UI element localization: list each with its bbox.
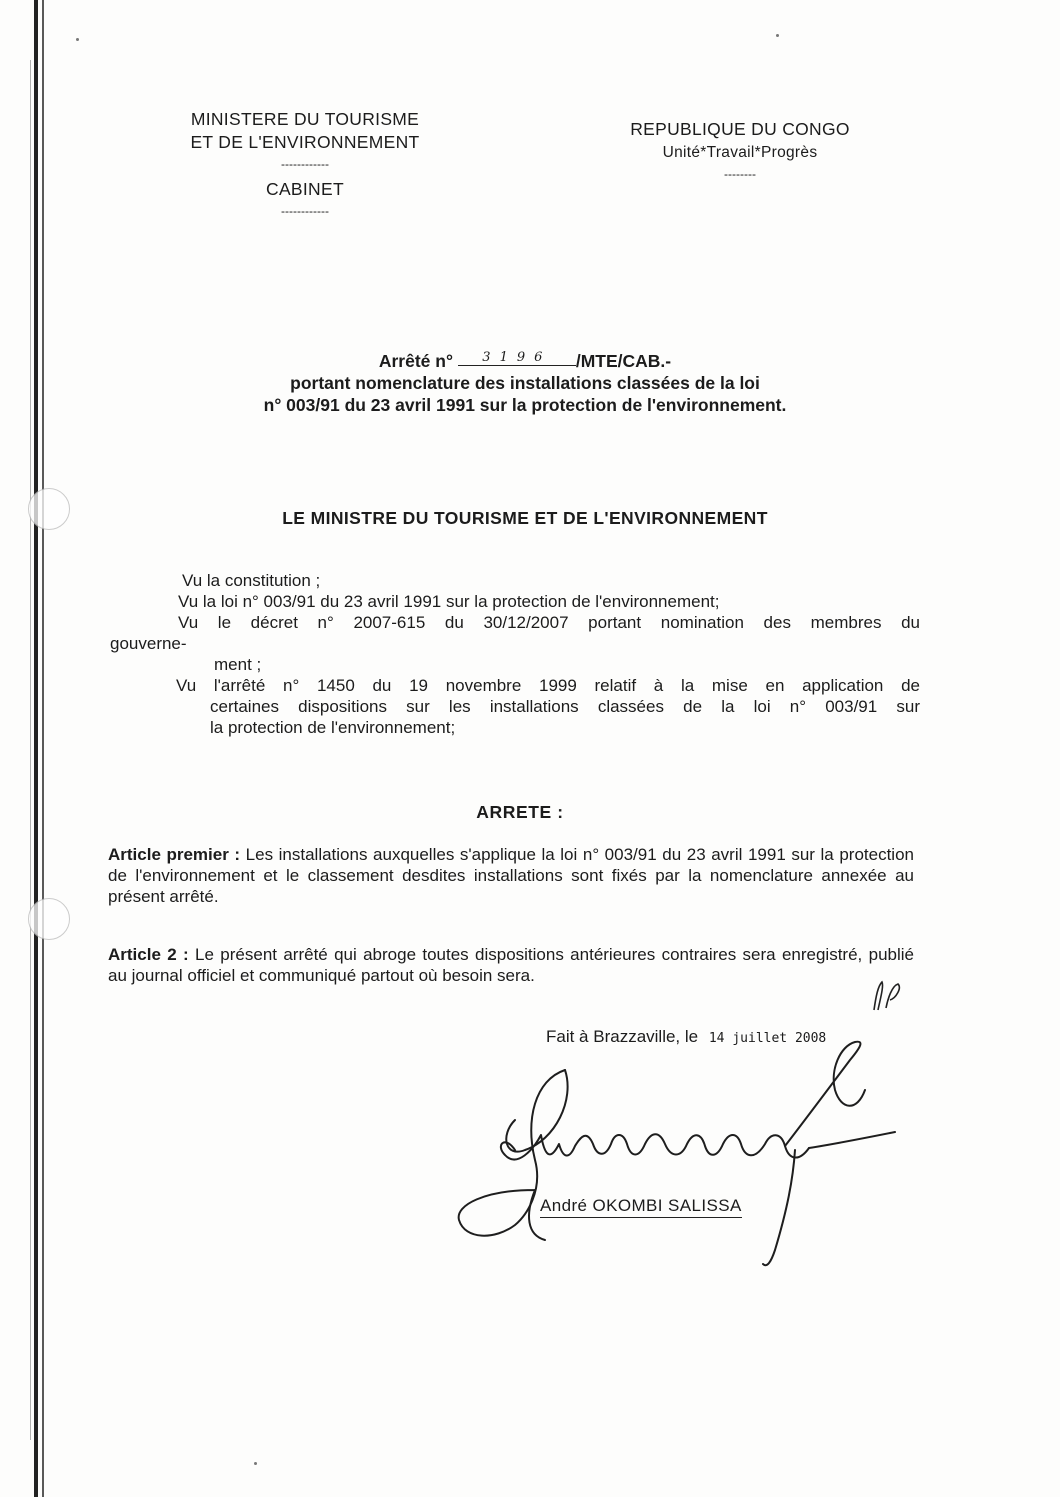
national-motto: Unité*Travail*Progrès — [662, 144, 818, 161]
visa-line: Vu l'arrêté n° 1450 du 19 novembre 1999 relatif à la mise en application de — [176, 676, 920, 695]
cabinet-label: CABINET — [266, 179, 344, 199]
minister-heading: LE MINISTRE DU TOURISME ET DE L'ENVIRONNEMENT — [282, 508, 768, 528]
decree-reference — [200, 350, 850, 372]
decree-number: 3196 — [458, 351, 576, 366]
visa-line: certaines dispositions sur les installations classées de la loi n° 003/91 sur — [210, 697, 920, 716]
article-label: Article premier : — [108, 845, 241, 864]
header-separator: ------------ — [281, 157, 329, 171]
header-separator: ------------ — [281, 204, 329, 218]
republic-header — [600, 118, 880, 188]
scan-edge-line — [30, 60, 31, 1440]
date-stamp: 14 juillet 2008 — [708, 1031, 827, 1046]
article-text: Le présent arrêté qui abroge toutes dispositions antérieures contraires sera enregistré, publié au journal officiel et communiqué partout où besoin sera. — [108, 945, 914, 985]
decree-subtitle-line1: portant nomenclature des installations classées de la loi — [290, 373, 760, 393]
scan-edge-line — [34, 0, 38, 1497]
republic-name: REPUBLIQUE DU CONGO — [630, 119, 850, 139]
decree-suffix: /MTE/CAB.- — [575, 351, 672, 371]
handwritten-signature — [455, 1040, 905, 1270]
visa-line: Vu le décret n° 2007-615 du 30/12/2007 portant nomination des membres du — [178, 613, 920, 632]
article-premier — [108, 844, 914, 907]
scan-speck — [76, 38, 79, 41]
decree-title — [200, 350, 850, 416]
visa-line: Vu la loi n° 003/91 du 23 avril 1991 sur la protection de l'environnement; — [178, 592, 720, 611]
scan-speck — [776, 34, 779, 37]
signatory-name: André OKOMBI SALISSA — [540, 1196, 742, 1218]
visa-line: gouverne- — [110, 634, 187, 653]
visa-line: la protection de l'environnement; — [210, 718, 456, 737]
visa-line: Vu la constitution ; — [182, 571, 321, 590]
article-label: Article 2 : — [108, 945, 189, 964]
article-2 — [108, 944, 914, 986]
article-text: Les installations auxquelles s'applique la loi n° 003/91 du 23 avril 1991 sur la protection de l'environnement et le classement desdites installations sont fixés par la nomenclature annexée au présent arrêté. — [108, 845, 914, 906]
ministry-header — [160, 108, 450, 225]
decree-prefix: Arrêté n° — [378, 351, 453, 371]
scan-edge-line — [42, 0, 44, 1497]
punch-hole — [28, 898, 70, 940]
ministry-name-line2: ET DE L'ENVIRONNEMENT — [190, 132, 420, 152]
arrete-heading: ARRETE : — [476, 802, 564, 822]
visa-line: ment ; — [214, 655, 262, 674]
scan-speck — [254, 1462, 257, 1465]
header-separator: -------- — [724, 167, 756, 181]
decree-subtitle-line2: n° 003/91 du 23 avril 1991 sur la protection de l'environnement. — [263, 395, 787, 415]
place-text: Fait à Brazzaville, le — [546, 1027, 699, 1046]
initials-mark — [868, 976, 908, 1016]
punch-hole — [28, 488, 70, 530]
visas-section — [110, 570, 920, 738]
ministry-name-line1: MINISTERE DU TOURISME — [190, 109, 420, 129]
